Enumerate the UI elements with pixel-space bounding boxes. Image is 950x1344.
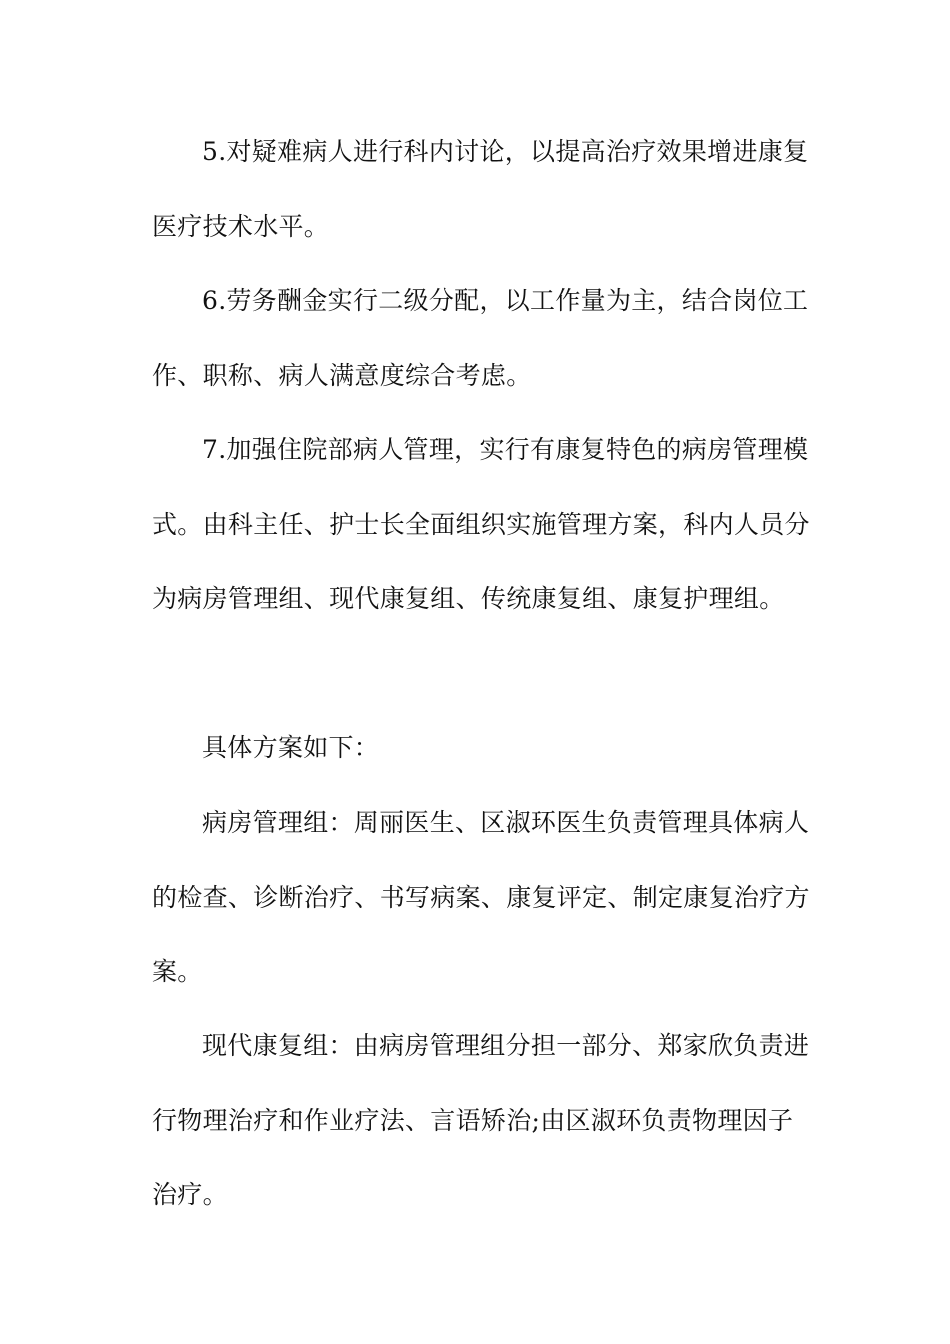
paragraph-item-6: 6.劳务酬金实行二级分配，以工作量为主，结合岗位工作、职称、病人满意度综合考虑。 [152, 286, 809, 390]
paragraph-item-5: 5.对疑难病人进行科内讨论，以提高治疗效果增进康复医疗技术水平。 [152, 137, 809, 241]
paragraph-ward-management-group: 病房管理组：周丽医生、区淑环医生负责管理具体病人的检查、诊断治疗、书写病案、康复评定、制定康复治疗方案。 [152, 808, 810, 986]
paragraph-plan-intro: 具体方案如下： [202, 733, 380, 762]
paragraph-item-7: 7.加强住院部病人管理，实行有康复特色的病房管理模式。由科主任、护士长全面组织实施管理方案，科内人员分为病房管理组、现代康复组、传统康复组、康复护理组。 [152, 435, 810, 613]
paragraph-modern-rehab-group: 现代康复组：由病房管理组分担一部分、郑家欣负责进行物理治疗和作业疗法、言语矫治;由区淑环负责物理因子治疗。 [152, 1031, 810, 1209]
